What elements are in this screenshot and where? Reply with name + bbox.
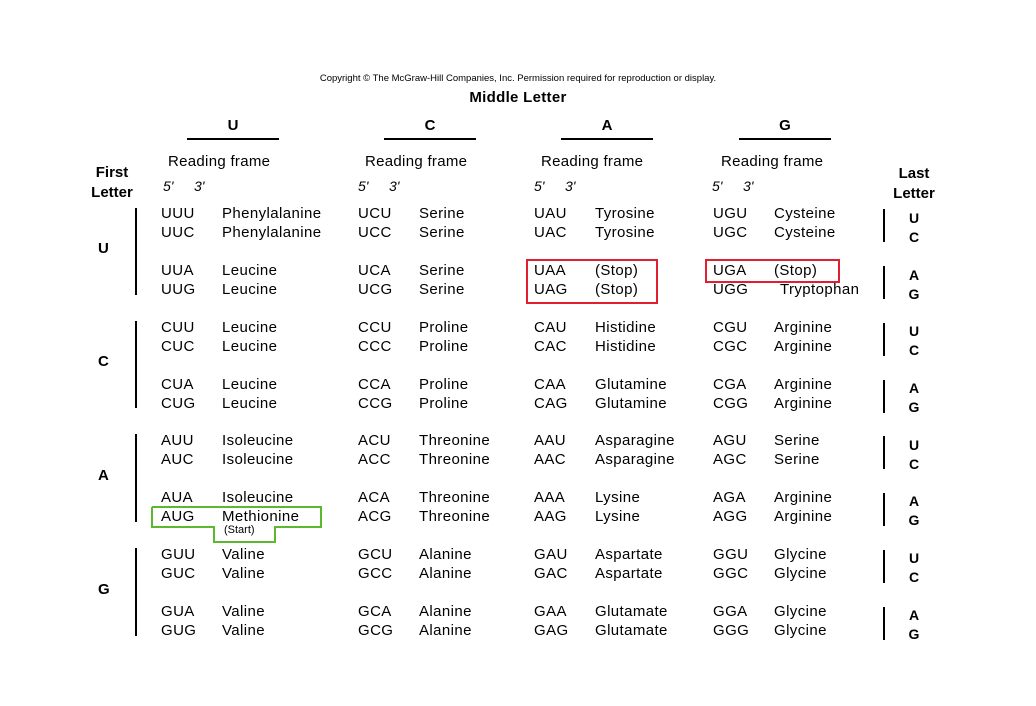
five-prime-label: 5' — [534, 178, 545, 194]
five-prime-label: 5' — [163, 178, 174, 194]
codon: GUU — [161, 546, 196, 563]
last-letter-g: G — [908, 399, 920, 415]
amino-acid: Threonine — [419, 489, 491, 506]
amino-acid: Isoleucine — [222, 432, 294, 449]
amino-acid: Histidine — [595, 338, 657, 355]
amino-acid: Arginine — [774, 376, 833, 393]
codon: GCC — [358, 565, 393, 582]
middle-letter-title: Middle Letter — [469, 89, 567, 106]
group-bracket — [135, 434, 137, 522]
group-bracket — [135, 548, 137, 636]
amino-acid: Arginine — [774, 395, 833, 412]
amino-acid: Serine — [419, 281, 465, 298]
codon: AAA — [534, 489, 566, 506]
reading-frame-label: Reading frame — [168, 153, 271, 170]
column-underline — [561, 138, 653, 140]
codon: GGC — [713, 565, 749, 582]
amino-acid: Glycine — [774, 622, 827, 639]
amino-acid: Phenylalanine — [222, 205, 322, 222]
codon: AGG — [713, 508, 748, 525]
column-letter: A — [601, 117, 613, 134]
codon: CUU — [161, 319, 195, 336]
codon: GAA — [534, 603, 567, 620]
codon: ACG — [358, 508, 392, 525]
codon: GCU — [358, 546, 393, 563]
last-letter-tick — [883, 607, 885, 640]
reading-frame-label: Reading frame — [721, 153, 824, 170]
codon: CCU — [358, 319, 392, 336]
codon: CUG — [161, 395, 196, 412]
last-letter-heading-line1: Last — [898, 165, 930, 182]
codon: GCA — [358, 603, 392, 620]
last-letter-c: C — [908, 569, 920, 585]
amino-acid: Serine — [774, 451, 820, 468]
first-letter-u: U — [98, 240, 109, 257]
codon: UAA — [534, 262, 567, 279]
amino-acid: Leucine — [222, 395, 278, 412]
codon: ACC — [358, 451, 391, 468]
amino-acid: Glycine — [774, 603, 827, 620]
first-letter-heading-line1: First — [95, 164, 129, 181]
codon: UGU — [713, 205, 748, 222]
amino-acid: Glutamate — [595, 603, 668, 620]
amino-acid: Serine — [419, 224, 465, 241]
codon: AGA — [713, 489, 746, 506]
amino-acid: Tryptophan — [780, 281, 860, 298]
codon: GUG — [161, 622, 197, 639]
amino-acid: Asparagine — [595, 451, 675, 468]
codon: UCA — [358, 262, 391, 279]
amino-acid: Valine — [222, 546, 265, 563]
amino-acid: Lysine — [595, 489, 641, 506]
first-letter-a: A — [98, 467, 109, 484]
amino-acid: Proline — [419, 376, 469, 393]
amino-acid: Glutamate — [595, 622, 668, 639]
codon: CUA — [161, 376, 194, 393]
first-letter-heading-line2: Letter — [91, 184, 133, 201]
amino-acid: Aspartate — [595, 546, 663, 563]
codon: GUA — [161, 603, 195, 620]
amino-acid: Arginine — [774, 338, 833, 355]
codon: UCC — [358, 224, 392, 241]
codon: CGA — [713, 376, 747, 393]
stop-codon-box — [705, 259, 840, 283]
codon: UGA — [713, 262, 747, 279]
codon: GAG — [534, 622, 569, 639]
amino-acid: Leucine — [222, 281, 278, 298]
amino-acid: Valine — [222, 603, 265, 620]
codon: AUC — [161, 451, 194, 468]
last-letter-u: U — [908, 550, 920, 566]
codon: UCG — [358, 281, 393, 298]
codon: UCU — [358, 205, 392, 222]
amino-acid: Methionine — [222, 508, 300, 525]
last-letter-a: A — [908, 493, 920, 509]
codon: ACA — [358, 489, 391, 506]
codon: CCG — [358, 395, 393, 412]
amino-acid: Threonine — [419, 508, 491, 525]
codon: UGG — [713, 281, 749, 298]
amino-acid: Arginine — [774, 489, 833, 506]
amino-acid: Alanine — [419, 622, 472, 639]
codon: CCA — [358, 376, 391, 393]
amino-acid: Cysteine — [774, 205, 836, 222]
last-letter-a: A — [908, 267, 920, 283]
last-letter-a: A — [908, 607, 920, 623]
codon: CAG — [534, 395, 568, 412]
column-underline — [384, 138, 476, 140]
codon: CUC — [161, 338, 195, 355]
codon: CGG — [713, 395, 749, 412]
codon: AAU — [534, 432, 567, 449]
amino-acid: Histidine — [595, 319, 657, 336]
three-prime-label: 3' — [194, 178, 205, 194]
last-letter-tick — [883, 266, 885, 299]
column-underline — [739, 138, 831, 140]
three-prime-label: 3' — [743, 178, 754, 194]
start-note: (Start) — [224, 524, 255, 536]
amino-acid: Glutamine — [595, 376, 667, 393]
codon: AAC — [534, 451, 567, 468]
amino-acid: Threonine — [419, 451, 491, 468]
codon: CGC — [713, 338, 748, 355]
amino-acid: Arginine — [774, 319, 833, 336]
last-letter-tick — [883, 493, 885, 526]
amino-acid: Alanine — [419, 603, 472, 620]
copyright-notice: Copyright © The McGraw-Hill Companies, Inc. Permission required for reproduction or display. — [319, 73, 717, 84]
amino-acid: Glutamine — [595, 395, 667, 412]
last-letter-g: G — [908, 512, 920, 528]
codon: UAU — [534, 205, 567, 222]
codon: AUA — [161, 489, 194, 506]
column-letter: C — [424, 117, 436, 134]
last-letter-c: C — [908, 456, 920, 472]
codon: AUU — [161, 432, 194, 449]
amino-acid: Threonine — [419, 432, 491, 449]
amino-acid: Alanine — [419, 565, 472, 582]
group-bracket — [135, 208, 137, 295]
codon: CGU — [713, 319, 748, 336]
codon: GGG — [713, 622, 750, 639]
five-prime-label: 5' — [358, 178, 369, 194]
amino-acid: Serine — [774, 432, 820, 449]
codon: GAC — [534, 565, 568, 582]
amino-acid: Leucine — [222, 376, 278, 393]
last-letter-tick — [883, 323, 885, 356]
codon: UAG — [534, 281, 568, 298]
last-letter-tick — [883, 380, 885, 413]
last-letter-heading-line2: Letter — [893, 185, 935, 202]
codon: GCG — [358, 622, 394, 639]
last-letter-a: A — [908, 380, 920, 396]
codon: UUC — [161, 224, 195, 241]
amino-acid: (Stop) — [595, 281, 639, 298]
amino-acid: Glycine — [774, 546, 827, 563]
amino-acid: Valine — [222, 622, 265, 639]
last-letter-heading — [884, 164, 944, 204]
three-prime-label: 3' — [389, 178, 400, 194]
last-letter-tick — [883, 209, 885, 242]
amino-acid: Serine — [419, 262, 465, 279]
codon: AUG — [161, 508, 195, 525]
codon: UUG — [161, 281, 196, 298]
amino-acid: Arginine — [774, 508, 833, 525]
amino-acid: Cysteine — [774, 224, 836, 241]
reading-frame-label: Reading frame — [541, 153, 644, 170]
last-letter-u: U — [908, 210, 920, 226]
column-letter: G — [779, 117, 791, 134]
amino-acid: Aspartate — [595, 565, 663, 582]
last-letter-tick — [883, 436, 885, 469]
amino-acid: Glycine — [774, 565, 827, 582]
last-letter-u: U — [908, 437, 920, 453]
group-bracket — [135, 321, 137, 408]
stop-codon-box — [526, 259, 658, 304]
codon: GAU — [534, 546, 568, 563]
first-letter-heading — [82, 163, 142, 203]
codon: AGU — [713, 432, 747, 449]
amino-acid: (Stop) — [774, 262, 818, 279]
codon: UUA — [161, 262, 194, 279]
amino-acid: Leucine — [222, 262, 278, 279]
codon: UUU — [161, 205, 195, 222]
amino-acid: Isoleucine — [222, 489, 294, 506]
amino-acid: Proline — [419, 395, 469, 412]
codon: CCC — [358, 338, 392, 355]
codon: ACU — [358, 432, 391, 449]
codon: GUC — [161, 565, 196, 582]
column-letter: U — [227, 117, 239, 134]
codon: AGC — [713, 451, 747, 468]
codon: CAA — [534, 376, 567, 393]
five-prime-label: 5' — [712, 178, 723, 194]
amino-acid: Valine — [222, 565, 265, 582]
codon: AAG — [534, 508, 567, 525]
amino-acid: Serine — [419, 205, 465, 222]
last-letter-g: G — [908, 626, 920, 642]
first-letter-c: C — [98, 353, 109, 370]
amino-acid: Proline — [419, 319, 469, 336]
amino-acid: Proline — [419, 338, 469, 355]
amino-acid: Leucine — [222, 319, 278, 336]
first-letter-g: G — [98, 581, 110, 598]
amino-acid: Alanine — [419, 546, 472, 563]
last-letter-tick — [883, 550, 885, 583]
codon: CAU — [534, 319, 567, 336]
last-letter-c: C — [908, 229, 920, 245]
codon: UGC — [713, 224, 748, 241]
codon: GGA — [713, 603, 748, 620]
amino-acid: Phenylalanine — [222, 224, 322, 241]
last-letter-c: C — [908, 342, 920, 358]
amino-acid: Leucine — [222, 338, 278, 355]
codon: CAC — [534, 338, 567, 355]
reading-frame-label: Reading frame — [365, 153, 468, 170]
amino-acid: Tyrosine — [595, 224, 655, 241]
codon: GGU — [713, 546, 749, 563]
codon: UAC — [534, 224, 567, 241]
amino-acid: Tyrosine — [595, 205, 655, 222]
amino-acid: (Stop) — [595, 262, 639, 279]
amino-acid: Isoleucine — [222, 451, 294, 468]
amino-acid: Lysine — [595, 508, 641, 525]
last-letter-u: U — [908, 323, 920, 339]
column-underline — [187, 138, 279, 140]
three-prime-label: 3' — [565, 178, 576, 194]
amino-acid: Asparagine — [595, 432, 675, 449]
last-letter-g: G — [908, 286, 920, 302]
